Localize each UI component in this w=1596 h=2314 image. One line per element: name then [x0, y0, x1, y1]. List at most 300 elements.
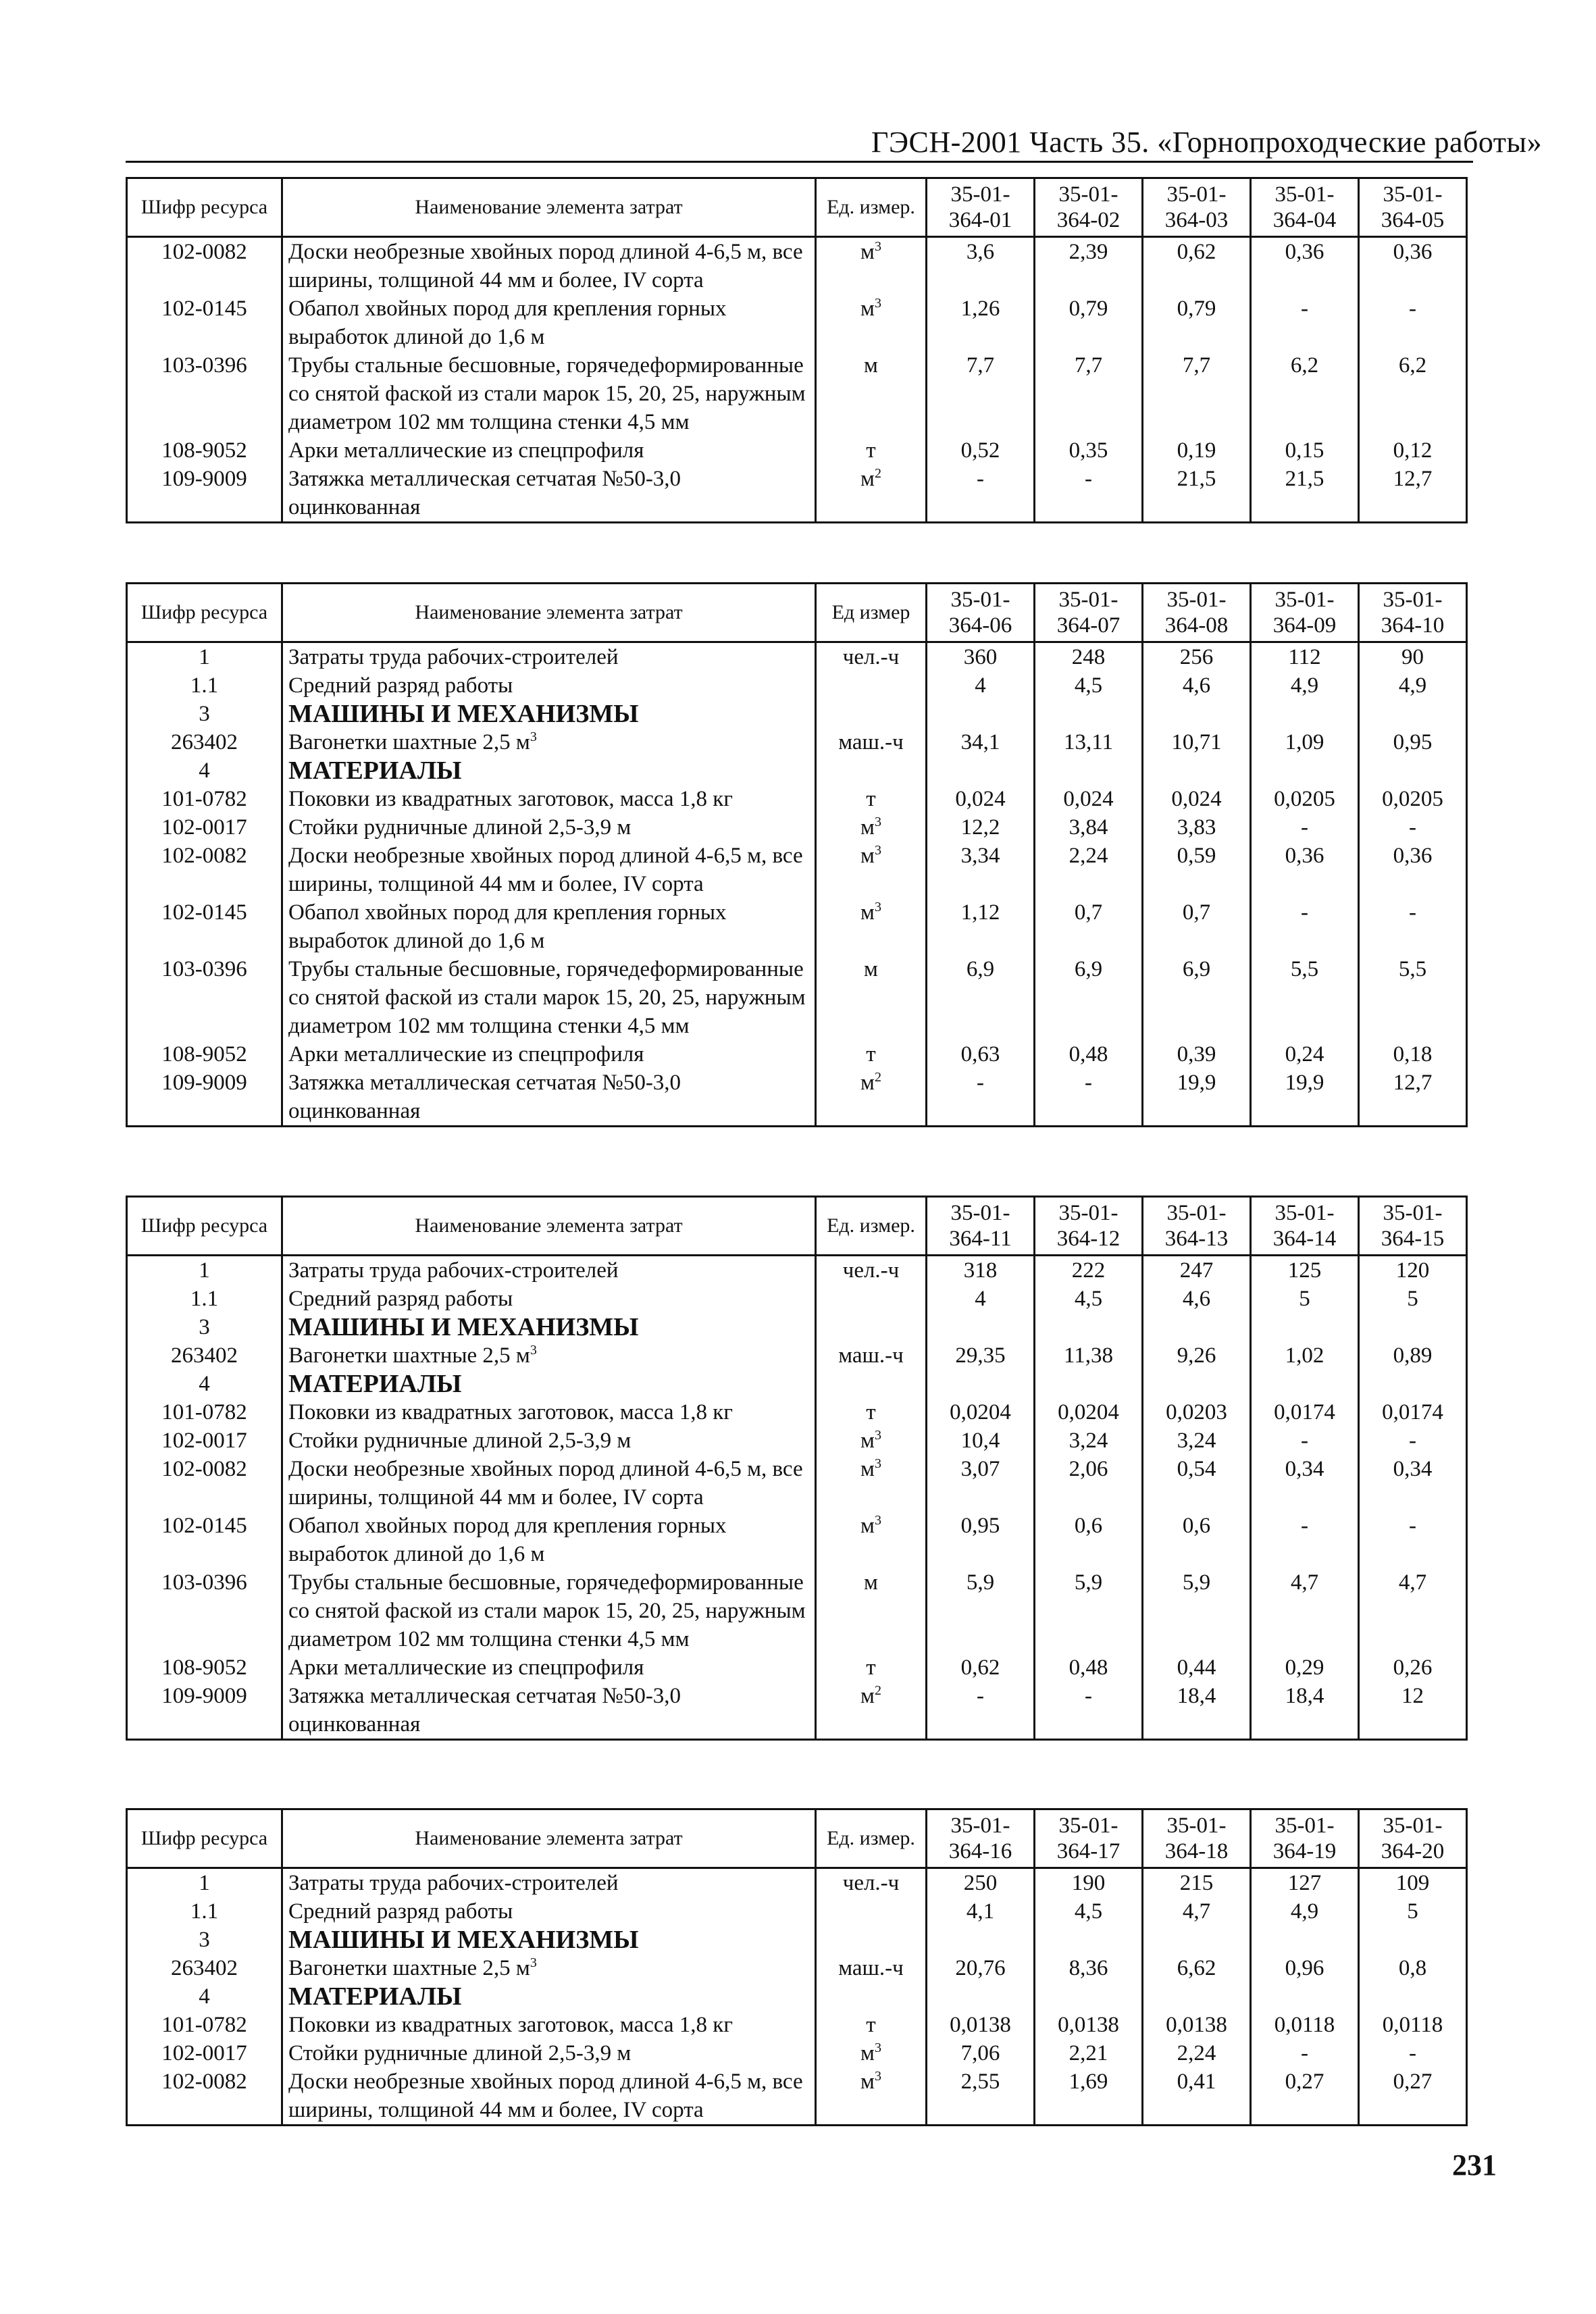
value-cell: 4,5 [1035, 1285, 1143, 1313]
value-cell [1143, 1313, 1251, 1341]
value-cell: 34,1 [927, 728, 1035, 756]
unit-text: м [860, 1684, 875, 1708]
value-cell: 247 [1143, 1256, 1251, 1285]
value-cell: 19,9 [1251, 1069, 1359, 1127]
value-cell: 7,7 [1143, 351, 1251, 436]
unit-superscript: 3 [874, 815, 881, 829]
value-cell: 0,0205 [1251, 785, 1359, 813]
unit-text: чел.-ч [842, 645, 900, 669]
col-header-norm-code: 35-01-364-12 [1035, 1197, 1143, 1256]
col-header-norm-code: 35-01-364-17 [1035, 1809, 1143, 1868]
value-cell: 0,34 [1251, 1455, 1359, 1512]
unit-text: м [860, 2041, 875, 2065]
cost-element-text: Затяжка металлическая сетчатая №50-3,0 оцинкованная [288, 1071, 681, 1123]
value-cell: 4,9 [1251, 1897, 1359, 1926]
table-row [127, 671, 1467, 700]
value-cell: 2,24 [1035, 842, 1143, 898]
value-cell: 120 [1359, 1256, 1467, 1285]
resource-code: 108-9052 [127, 1653, 282, 1682]
unit-cell [816, 700, 927, 728]
cost-element-text: МАШИНЫ И МЕХАНИЗМЫ [288, 1926, 639, 1954]
unit-cell [816, 1040, 927, 1069]
resource-code: 263402 [127, 1341, 282, 1370]
unit-text: маш.-ч [838, 1956, 904, 1980]
value-cell [1359, 1370, 1467, 1398]
value-cell: 0,18 [1359, 1040, 1467, 1069]
unit-cell [816, 1426, 927, 1455]
cost-table-2 [126, 582, 1468, 1127]
value-cell [1251, 1313, 1359, 1341]
value-cell: 0,41 [1143, 2067, 1251, 2126]
value-cell: 0,0203 [1143, 1398, 1251, 1426]
unit-cell [816, 1370, 927, 1398]
value-cell: 3,24 [1143, 1426, 1251, 1455]
value-cell: 2,39 [1035, 237, 1143, 295]
unit-cell [816, 1313, 927, 1341]
value-cell: 248 [1035, 642, 1143, 672]
table-row [127, 642, 1467, 672]
cost-element-name [282, 1926, 816, 1954]
value-cell: 0,024 [927, 785, 1035, 813]
col-header-norm-code: 35-01-364-19 [1251, 1809, 1359, 1868]
value-cell: 4 [927, 671, 1035, 700]
resource-code: 101-0782 [127, 2011, 282, 2039]
value-cell: 3,6 [927, 237, 1035, 295]
value-cell: - [1251, 2039, 1359, 2067]
resource-code: 3 [127, 700, 282, 728]
cost-table-1 [126, 177, 1468, 523]
name-superscript: 3 [530, 1343, 537, 1358]
col-header-norm-code: 35-01-364-02 [1035, 178, 1143, 237]
value-cell: - [927, 1069, 1035, 1127]
cost-element-name [282, 465, 816, 523]
resource-code: 1 [127, 1868, 282, 1898]
cost-element-text: Средний разряд работы [288, 673, 513, 698]
unit-cell [816, 1682, 927, 1740]
cost-element-name [282, 1954, 816, 1982]
col-header-norm-code: 35-01-364-03 [1143, 178, 1251, 237]
resource-code: 109-9009 [127, 465, 282, 523]
value-cell: 4,7 [1359, 1568, 1467, 1653]
value-cell [927, 700, 1035, 728]
value-cell: 21,5 [1251, 465, 1359, 523]
col-header-name: Наименование элемента затрат [282, 178, 816, 237]
value-cell: 5,9 [1143, 1568, 1251, 1653]
value-cell [1035, 700, 1143, 728]
value-cell [1143, 1370, 1251, 1398]
resource-code: 102-0082 [127, 2067, 282, 2126]
running-header: ГЭСН-2001 Часть 35. «Горнопроходческие работы» [871, 126, 1543, 159]
cost-element-text: Поковки из квадратных заготовок, масса 1,8 кг [288, 787, 733, 811]
unit-text: м [860, 815, 875, 840]
unit-text: м [860, 1457, 875, 1481]
value-cell: 0,63 [927, 1040, 1035, 1069]
resource-code: 3 [127, 1313, 282, 1341]
col-header-unit: Ед. измер. [816, 178, 927, 237]
col-header-unit: Ед измер [816, 584, 927, 642]
value-cell: 0,36 [1251, 237, 1359, 295]
unit-text: м [860, 2069, 875, 2094]
value-cell: 0,44 [1143, 1653, 1251, 1682]
section-row [127, 1926, 1467, 1954]
value-cell: - [1251, 294, 1359, 351]
cost-element-name [282, 351, 816, 436]
value-cell: 318 [927, 1256, 1035, 1285]
value-cell [927, 1926, 1035, 1954]
unit-text: м [860, 1429, 875, 1453]
cost-element-text: Арки металлические из спецпрофиля [288, 438, 644, 463]
unit-cell [816, 2039, 927, 2067]
cost-element-name [282, 237, 816, 295]
value-cell: 0,35 [1035, 436, 1143, 465]
col-header-code: Шифр ресурса [127, 1197, 282, 1256]
unit-superscript: 3 [874, 900, 881, 915]
cost-element-text: Затраты труда рабочих-строителей [288, 645, 619, 669]
value-cell: 0,36 [1251, 842, 1359, 898]
col-header-norm-code: 35-01-364-01 [927, 178, 1035, 237]
unit-cell [816, 728, 927, 756]
value-cell: 18,4 [1251, 1682, 1359, 1740]
resource-code: 109-9009 [127, 1069, 282, 1127]
value-cell: 0,54 [1143, 1455, 1251, 1512]
value-cell: 5,9 [1035, 1568, 1143, 1653]
value-cell: 21,5 [1143, 465, 1251, 523]
value-cell: 0,024 [1143, 785, 1251, 813]
value-cell: 250 [927, 1868, 1035, 1898]
value-cell: 222 [1035, 1256, 1143, 1285]
unit-cell [816, 1256, 927, 1285]
value-cell: - [1035, 465, 1143, 523]
value-cell: 20,76 [927, 1954, 1035, 1982]
value-cell: 190 [1035, 1868, 1143, 1898]
value-cell: 0,36 [1359, 237, 1467, 295]
value-cell: 90 [1359, 642, 1467, 672]
table-row [127, 1512, 1467, 1568]
cost-element-name [282, 671, 816, 700]
value-cell: 4,9 [1251, 671, 1359, 700]
value-cell: 1,02 [1251, 1341, 1359, 1370]
table-row [127, 465, 1467, 523]
col-header-norm-code: 35-01-364-10 [1359, 584, 1467, 642]
cost-element-name [282, 1285, 816, 1313]
value-cell: 0,62 [1143, 237, 1251, 295]
resource-code: 263402 [127, 1954, 282, 1982]
value-cell: 0,48 [1035, 1653, 1143, 1682]
cost-element-name [282, 294, 816, 351]
value-cell: 3,24 [1035, 1426, 1143, 1455]
unit-cell [816, 1926, 927, 1954]
cost-element-name [282, 1040, 816, 1069]
table-row [127, 436, 1467, 465]
value-cell: 0,19 [1143, 436, 1251, 465]
table-row [127, 785, 1467, 813]
unit-cell [816, 2067, 927, 2126]
col-header-name: Наименование элемента затрат [282, 1197, 816, 1256]
header-row [127, 1197, 1467, 1256]
cost-element-name [282, 1568, 816, 1653]
value-cell: - [1251, 1426, 1359, 1455]
value-cell: - [1359, 2039, 1467, 2067]
value-cell: 4,1 [927, 1897, 1035, 1926]
unit-text: т [866, 787, 876, 811]
value-cell: 4,5 [1035, 671, 1143, 700]
unit-superscript: 3 [874, 1513, 881, 1528]
col-header-norm-code: 35-01-364-20 [1359, 1809, 1467, 1868]
section-row [127, 1982, 1467, 2011]
table-row [127, 1455, 1467, 1512]
unit-text: т [866, 1400, 876, 1424]
table-row [127, 1954, 1467, 1982]
col-header-norm-code: 35-01-364-07 [1035, 584, 1143, 642]
value-cell: - [1359, 813, 1467, 842]
value-cell: 3,83 [1143, 813, 1251, 842]
col-header-norm-code: 35-01-364-13 [1143, 1197, 1251, 1256]
cost-element-name [282, 1256, 816, 1285]
value-cell: 8,36 [1035, 1954, 1143, 1982]
value-cell [1359, 1313, 1467, 1341]
cost-element-text: МАТЕРИАЛЫ [288, 756, 462, 785]
value-cell: 4,6 [1143, 1285, 1251, 1313]
value-cell: 125 [1251, 1256, 1359, 1285]
unit-superscript: 3 [874, 2040, 881, 2055]
value-cell: 12,2 [927, 813, 1035, 842]
cost-element-name [282, 813, 816, 842]
unit-text: м [860, 297, 875, 321]
unit-cell [816, 671, 927, 700]
col-header-norm-code: 35-01-364-18 [1143, 1809, 1251, 1868]
value-cell: 0,15 [1251, 436, 1359, 465]
value-cell: - [1035, 1069, 1143, 1127]
name-superscript: 3 [530, 1955, 537, 1970]
value-cell: - [1359, 1512, 1467, 1568]
value-cell: 0,0118 [1251, 2011, 1359, 2039]
resource-code: 102-0145 [127, 294, 282, 351]
value-cell: 29,35 [927, 1341, 1035, 1370]
resource-code: 101-0782 [127, 1398, 282, 1426]
col-header-norm-code: 35-01-364-16 [927, 1809, 1035, 1868]
section-row [127, 756, 1467, 785]
value-cell: 0,0118 [1359, 2011, 1467, 2039]
value-cell [1035, 1982, 1143, 2011]
table-row [127, 898, 1467, 955]
value-cell [1359, 1926, 1467, 1954]
unit-cell [816, 1069, 927, 1127]
cost-element-name [282, 955, 816, 1040]
name-superscript: 3 [530, 729, 537, 744]
col-header-code: Шифр ресурса [127, 584, 282, 642]
cost-element-text: Доски необрезные хвойных пород длиной 4-6,5 м, все ширины, толщиной 44 мм и более, IV сорта [288, 2069, 803, 2122]
col-header-unit: Ед. измер. [816, 1809, 927, 1868]
resource-code: 102-0082 [127, 237, 282, 295]
unit-cell [816, 955, 927, 1040]
cost-element-name [282, 1653, 816, 1682]
value-cell [927, 756, 1035, 785]
unit-text: т [866, 2013, 876, 2037]
value-cell: - [1359, 294, 1467, 351]
cost-element-name [282, 2011, 816, 2039]
value-cell: 7,7 [927, 351, 1035, 436]
unit-text: м [864, 353, 878, 378]
table-row [127, 1285, 1467, 1313]
value-cell: 5 [1359, 1285, 1467, 1313]
unit-superscript: 3 [874, 1428, 881, 1443]
value-cell: 0,79 [1035, 294, 1143, 351]
resource-code: 102-0145 [127, 898, 282, 955]
value-cell: 0,34 [1359, 1455, 1467, 1512]
cost-element-name [282, 1370, 816, 1398]
cost-element-name [282, 1313, 816, 1341]
table-row [127, 237, 1467, 295]
resource-code: 101-0782 [127, 785, 282, 813]
value-cell: 0,96 [1251, 1954, 1359, 1982]
value-cell: 13,11 [1035, 728, 1143, 756]
cost-element-name [282, 436, 816, 465]
cost-element-text: Стойки рудничные длиной 2,5-3,9 м [288, 2041, 632, 2065]
col-header-code: Шифр ресурса [127, 178, 282, 237]
table-row [127, 1897, 1467, 1926]
value-cell: 9,26 [1143, 1341, 1251, 1370]
value-cell: 0,26 [1359, 1653, 1467, 1682]
resource-code: 103-0396 [127, 1568, 282, 1653]
table-row [127, 728, 1467, 756]
value-cell: 0,0138 [927, 2011, 1035, 2039]
value-cell: 127 [1251, 1868, 1359, 1898]
cost-element-name [282, 2067, 816, 2126]
resource-code: 3 [127, 1926, 282, 1954]
unit-cell [816, 642, 927, 672]
value-cell: 256 [1143, 642, 1251, 672]
cost-element-text: Вагонетки шахтные 2,5 м [288, 730, 530, 754]
cost-element-text: Арки металлические из спецпрофиля [288, 1655, 644, 1680]
unit-superscript: 2 [874, 1070, 881, 1085]
unit-text: т [866, 1042, 876, 1066]
value-cell: 0,024 [1035, 785, 1143, 813]
value-cell: 0,0204 [927, 1398, 1035, 1426]
section-row [127, 1313, 1467, 1341]
unit-cell [816, 2011, 927, 2039]
value-cell [1251, 1982, 1359, 2011]
unit-cell [816, 898, 927, 955]
resource-code: 102-0082 [127, 842, 282, 898]
value-cell: 0,27 [1251, 2067, 1359, 2126]
value-cell [1035, 1926, 1143, 1954]
cost-element-name [282, 1897, 816, 1926]
value-cell: 4,9 [1359, 671, 1467, 700]
value-cell: - [927, 465, 1035, 523]
resource-code: 1 [127, 1256, 282, 1285]
unit-cell [816, 842, 927, 898]
table-row [127, 955, 1467, 1040]
cost-element-text: Поковки из квадратных заготовок, масса 1,8 кг [288, 1400, 733, 1424]
cost-element-name [282, 898, 816, 955]
unit-cell [816, 1512, 927, 1568]
resource-code: 1.1 [127, 1897, 282, 1926]
unit-cell [816, 756, 927, 785]
value-cell: - [1251, 1512, 1359, 1568]
header-row [127, 1809, 1467, 1868]
resource-code: 103-0396 [127, 351, 282, 436]
cost-element-text: Стойки рудничные длиной 2,5-3,9 м [288, 815, 632, 840]
value-cell: 4,7 [1143, 1897, 1251, 1926]
value-cell: 4,5 [1035, 1897, 1143, 1926]
value-cell: 0,27 [1359, 2067, 1467, 2126]
value-cell: - [927, 1682, 1035, 1740]
value-cell [1143, 700, 1251, 728]
cost-element-text: МАШИНЫ И МЕХАНИЗМЫ [288, 1313, 639, 1341]
cost-element-text: МАТЕРИАЛЫ [288, 1370, 462, 1398]
cost-element-text: МАТЕРИАЛЫ [288, 1982, 462, 2011]
value-cell: 0,0204 [1035, 1398, 1143, 1426]
col-header-norm-code: 35-01-364-09 [1251, 584, 1359, 642]
cost-element-text: Доски необрезные хвойных пород длиной 4-6,5 м, все ширины, толщиной 44 мм и более, IV сорта [288, 844, 803, 896]
unit-cell [816, 1653, 927, 1682]
value-cell: 12,7 [1359, 1069, 1467, 1127]
resource-code: 109-9009 [127, 1682, 282, 1740]
resource-code: 103-0396 [127, 955, 282, 1040]
value-cell: 6,2 [1359, 351, 1467, 436]
resource-code: 1.1 [127, 671, 282, 700]
cost-table-4 [126, 1808, 1468, 2126]
cost-element-text: Доски необрезные хвойных пород длиной 4-6,5 м, все ширины, толщиной 44 мм и более, IV сорта [288, 240, 803, 292]
value-cell: 0,52 [927, 436, 1035, 465]
unit-superscript: 2 [874, 466, 881, 481]
col-header-name: Наименование элемента затрат [282, 1809, 816, 1868]
unit-cell [816, 1285, 927, 1313]
value-cell: 0,29 [1251, 1653, 1359, 1682]
value-cell: 5,5 [1359, 955, 1467, 1040]
value-cell: 215 [1143, 1868, 1251, 1898]
cost-element-text: Вагонетки шахтные 2,5 м [288, 1956, 530, 1980]
value-cell: 0,36 [1359, 842, 1467, 898]
value-cell [1251, 1370, 1359, 1398]
unit-superscript: 3 [874, 239, 881, 254]
value-cell [1251, 700, 1359, 728]
table-row [127, 842, 1467, 898]
unit-text: м [860, 467, 875, 491]
value-cell: 1,12 [927, 898, 1035, 955]
value-cell [927, 1370, 1035, 1398]
unit-text: чел.-ч [842, 1871, 900, 1895]
unit-text: т [866, 438, 876, 463]
unit-text: м [860, 1514, 875, 1538]
table-row [127, 2067, 1467, 2126]
value-cell: 12 [1359, 1682, 1467, 1740]
value-cell [1359, 1982, 1467, 2011]
table-row [127, 351, 1467, 436]
header-row [127, 584, 1467, 642]
cost-element-name [282, 1398, 816, 1426]
value-cell: - [1359, 1426, 1467, 1455]
cost-element-text: Затяжка металлическая сетчатая №50-3,0 оцинкованная [288, 467, 681, 519]
cost-element-text: Арки металлические из спецпрофиля [288, 1042, 644, 1066]
value-cell: - [1251, 813, 1359, 842]
table-row [127, 1040, 1467, 1069]
value-cell [1035, 1370, 1143, 1398]
unit-cell [816, 1455, 927, 1512]
resource-code: 102-0017 [127, 813, 282, 842]
value-cell: 6,2 [1251, 351, 1359, 436]
value-cell: - [1359, 898, 1467, 955]
value-cell: 5 [1359, 1897, 1467, 1926]
value-cell: 2,21 [1035, 2039, 1143, 2067]
col-header-norm-code: 35-01-364-08 [1143, 584, 1251, 642]
value-cell: 0,79 [1143, 294, 1251, 351]
cost-element-name [282, 728, 816, 756]
unit-cell [816, 465, 927, 523]
cost-element-name [282, 2039, 816, 2067]
resource-code: 102-0145 [127, 1512, 282, 1568]
cost-element-name [282, 700, 816, 728]
